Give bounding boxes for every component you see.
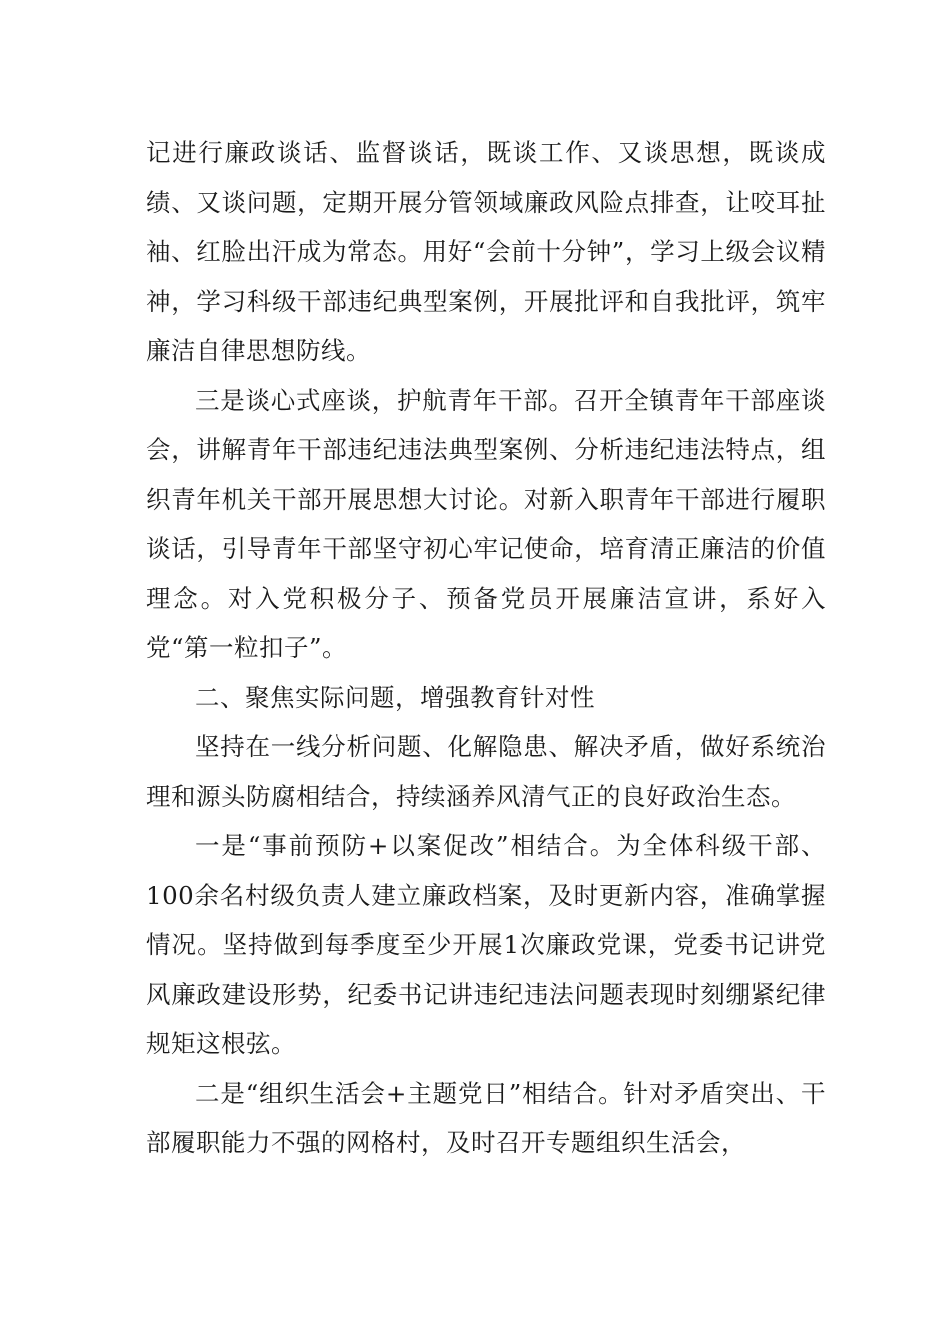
paragraph-section-intro: 坚持在一线分析问题、化解隐患、解决矛盾，做好系统治理和源头防腐相结合，持续涵养风清气正的良好政治生态。 <box>146 732 826 811</box>
paragraph-youth-cadres: 三是谈心式座谈，护航青年干部。召开全镇青年干部座谈会，讲解青年干部违纪违法典型案例、分析违纪违法特点，组织青年机关干部开展思想大讨论。对新入职青年干部进行履职谈话，引导青年干部坚守初心牢记使命，培育清正廉洁的价值理念。对入党积极分子、预备党员开展廉洁宣讲，系好入党“第一粒扣子”。 <box>146 385 826 662</box>
paragraph-continuation: 记进行廉政谈话、监督谈话，既谈工作、又谈思想，既谈成绩、又谈问题，定期开展分管领域廉政风险点排查，让咬耳扯袖、红脸出汗成为常态。用好“会前十分钟”，学习上级会议精神，学习科级干部违纪典型案例，开展批评和自我批评，筑牢廉洁自律思想防线。 <box>146 138 826 365</box>
paragraph-organization-life: 二是“组织生活会+主题党日”相结合。针对矛盾突出、干部履职能力不强的网格村，及时召开专题组织生活会， <box>146 1078 826 1157</box>
paragraph-prevention: 一是“事前预防+以案促改”相结合。为全体科级干部、100余名村级负责人建立廉政档案，及时更新内容，准确掌握情况。坚持做到每季度至少开展1次廉政党课，党委书记讲党风廉政建设形势，纪委书记讲违纪违法问题表现时刻绷紧纪律规矩这根弦。 <box>146 831 826 1058</box>
document-body <box>146 128 826 1168</box>
section-heading-2: 二、聚焦实际问题，增强教育针对性 <box>195 682 595 712</box>
